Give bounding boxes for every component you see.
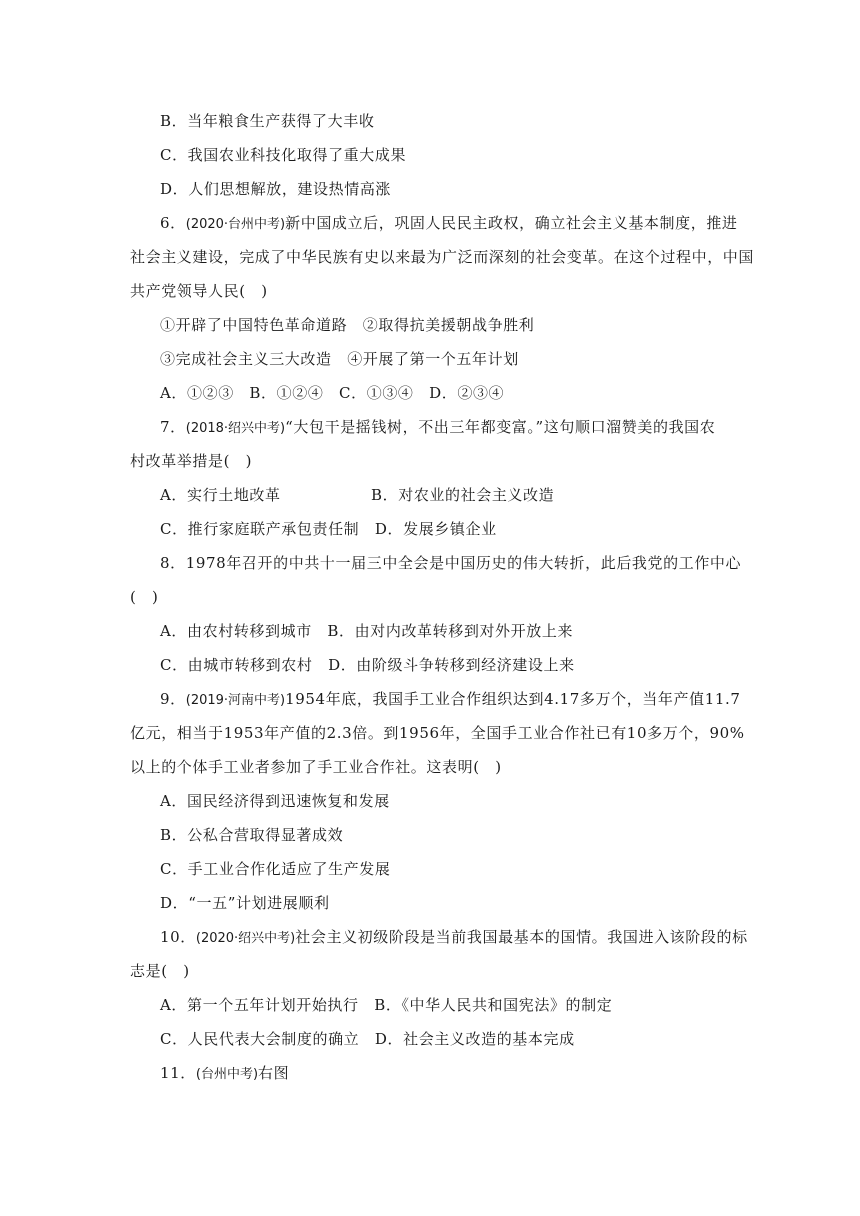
line-text: A．①②③ B．①②④ C．①③④ D．②③④ bbox=[160, 384, 505, 402]
question-source: (2020·台州中考) bbox=[185, 217, 286, 232]
q8-options-2 bbox=[160, 655, 575, 675]
q11-stem-line-1 bbox=[160, 1063, 289, 1085]
q8-stem-line-1 bbox=[160, 553, 741, 573]
question-source: (2019·河南中考) bbox=[185, 693, 286, 708]
line-text: 亿元，相当于1953年产值的2.3倍。到1956年，全国手工业合作社已有10多万个，90% bbox=[130, 724, 745, 742]
line-text: C．由城市转移到农村 D．由阶级斗争转移到经济建设上来 bbox=[160, 656, 575, 674]
q8-stem-line-2 bbox=[130, 587, 159, 607]
line-text: 1954年底，我国手工业合作组织达到4.17多万个，当年产值11.7 bbox=[285, 690, 741, 708]
q10-options-1 bbox=[160, 995, 612, 1015]
question-number: 6． bbox=[160, 214, 186, 232]
q9-option-d bbox=[160, 893, 330, 913]
line-text: 右图 bbox=[258, 1064, 290, 1082]
q6-options bbox=[160, 383, 504, 403]
line-text: 社会主义建设，完成了中华民族有史以来最为广泛而深刻的社会变革。在这个过程中，中国 bbox=[130, 248, 755, 266]
q6-stem-line-3 bbox=[130, 281, 268, 301]
line-text: A．由农村转移到城市 B．由对内改革转移到对外开放上来 bbox=[160, 622, 574, 640]
line-text: 社会主义初级阶段是当前我国最基本的国情。我国进入该阶段的标 bbox=[295, 928, 748, 946]
q6-stem-line-2 bbox=[130, 247, 754, 267]
q10-stem-line-2 bbox=[130, 961, 190, 981]
q6-items-1 bbox=[160, 315, 534, 335]
line-text: D．人们思想解放，建设热情高涨 bbox=[160, 180, 392, 198]
q7-options-1 bbox=[160, 485, 555, 505]
q6-items-2 bbox=[160, 349, 519, 369]
line-text: A．第一个五年计划开始执行 B．《中华人民共和国宪法》的制定 bbox=[160, 996, 613, 1014]
question-number: 10． bbox=[160, 928, 196, 946]
q7-options-2 bbox=[160, 519, 497, 539]
question-source: (台州中考) bbox=[195, 1067, 259, 1082]
option-b: B．对农业的社会主义改造 bbox=[371, 486, 555, 504]
q9-option-c bbox=[160, 859, 390, 879]
line-text: ③完成社会主义三大改造 ④开展了第一个五年计划 bbox=[160, 350, 519, 368]
q10-stem-line-1 bbox=[160, 927, 748, 949]
question-number: 9． bbox=[160, 690, 186, 708]
line-text: ①开辟了中国特色革命道路 ②取得抗美援朝战争胜利 bbox=[160, 316, 535, 334]
line-text: 8．1978年召开的中共十一届三中全会是中国历史的伟大转折，此后我党的工作中心 bbox=[160, 554, 742, 572]
line-text: 共产党领导人民( ) bbox=[130, 282, 268, 300]
question-number: 11． bbox=[160, 1064, 196, 1082]
q5-option-c bbox=[160, 145, 406, 165]
q9-stem-line-3 bbox=[130, 757, 502, 777]
line-text: 村改革举措是( ) bbox=[130, 452, 253, 470]
option-a: A．实行土地改革 bbox=[160, 486, 281, 504]
q6-stem-line-1 bbox=[160, 213, 738, 235]
line-text: C．手工业合作化适应了生产发展 bbox=[160, 860, 391, 878]
q5-option-d bbox=[160, 179, 391, 199]
q7-stem-line-2 bbox=[130, 451, 252, 471]
line-text: 以上的个体手工业者参加了手工业合作社。这表明( ) bbox=[130, 758, 502, 776]
q9-option-a bbox=[160, 791, 390, 811]
question-number: 7． bbox=[160, 418, 186, 436]
line-text: C．推行家庭联产承包责任制 D．发展乡镇企业 bbox=[160, 520, 497, 538]
line-text: “大包干是摇钱树，不出三年都变富。”这句顺口溜赞美的我国农 bbox=[285, 418, 716, 436]
line-text: 新中国成立后，巩固人民民主政权，确立社会主义基本制度，推进 bbox=[285, 214, 738, 232]
q9-option-b bbox=[160, 825, 343, 845]
question-source: (2020·绍兴中考) bbox=[195, 931, 296, 946]
q9-stem-line-1 bbox=[160, 689, 741, 711]
line-text: D．“一五”计划进展顺利 bbox=[160, 894, 330, 912]
line-text: A．国民经济得到迅速恢复和发展 bbox=[160, 792, 390, 810]
line-text: B．当年粮食生产获得了大丰收 bbox=[160, 112, 375, 130]
line-text: C．人民代表大会制度的确立 D．社会主义改造的基本完成 bbox=[160, 1030, 575, 1048]
q9-stem-line-2 bbox=[130, 723, 745, 743]
q8-options-1 bbox=[160, 621, 573, 641]
question-source: (2018·绍兴中考) bbox=[185, 421, 286, 436]
line-text: C．我国农业科技化取得了重大成果 bbox=[160, 146, 407, 164]
q5-option-b bbox=[160, 111, 374, 131]
line-text: 志是( ) bbox=[130, 962, 190, 980]
line-text: B．公私合营取得显著成效 bbox=[160, 826, 344, 844]
q10-options-2 bbox=[160, 1029, 575, 1049]
line-text: ( ) bbox=[130, 588, 159, 606]
q7-stem-line-1 bbox=[160, 417, 715, 439]
